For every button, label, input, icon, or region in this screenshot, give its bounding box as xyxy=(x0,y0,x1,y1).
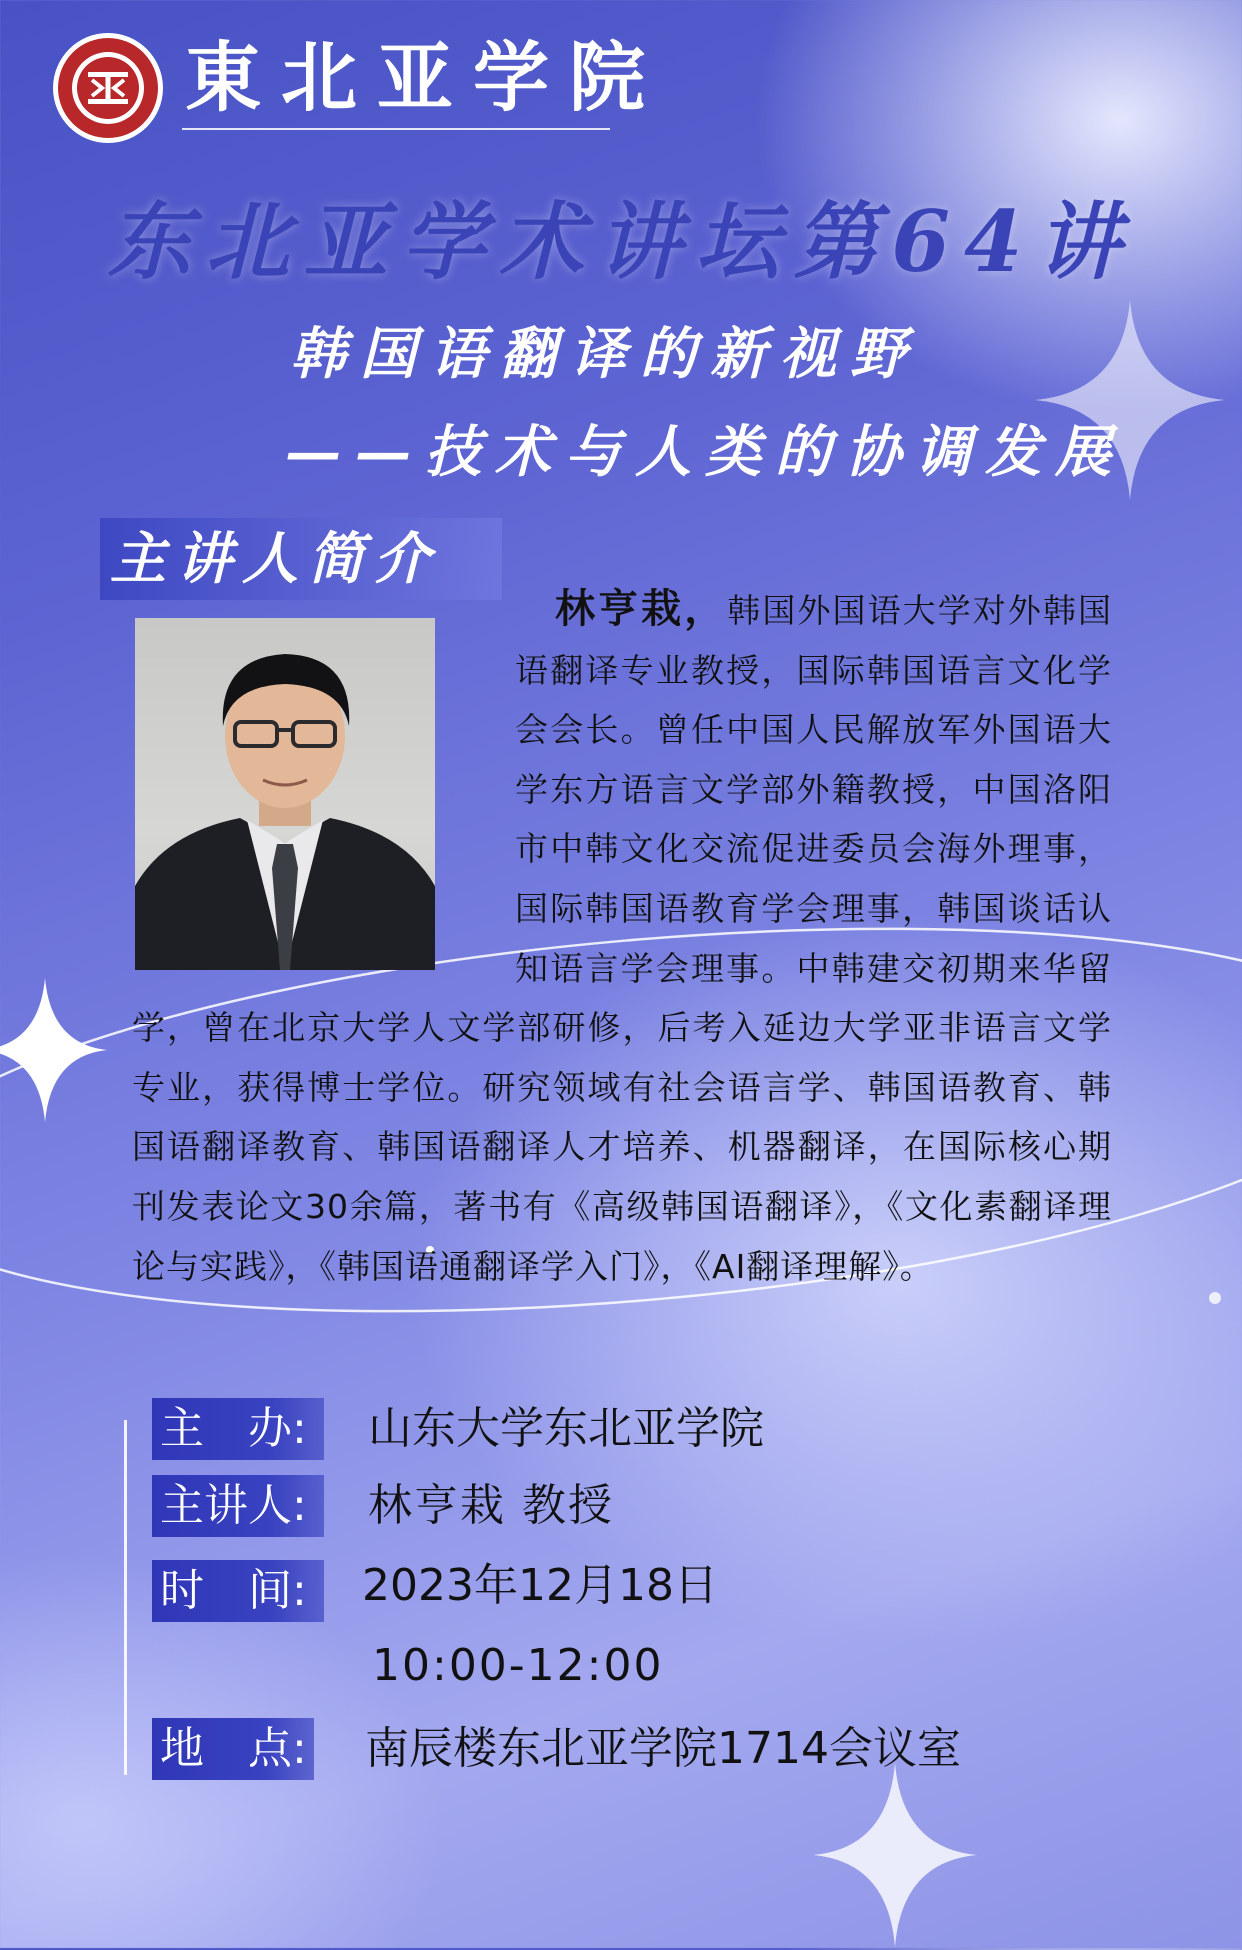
intro-section-label: 主讲人简介 xyxy=(110,526,440,592)
place-label: 地 点: xyxy=(160,1723,307,1774)
school-name: 東北亚学院 xyxy=(185,33,665,122)
host-value: 山东大学东北亚学院 xyxy=(368,1403,764,1454)
header-divider xyxy=(182,128,610,130)
school-logo-icon xyxy=(52,32,164,144)
sparkle-icon xyxy=(810,1760,980,1950)
speaker-name: 林亨栽， xyxy=(555,586,728,632)
lecture-topic-line1: 韩国语翻译的新视野 xyxy=(290,321,920,387)
date-value: 2023年12月18日 xyxy=(362,1560,718,1611)
info-rail-divider xyxy=(124,1420,127,1775)
speaker-bio-text: 韩国外国语大学对外韩国语翻译专业教授，国际韩国语言文化学会会长。曾任中国人民解放军外国语大学东方语言文学部外籍教授，中国洛阳市中韩文化交流促进委员会海外理事，国际韩国语教育学会理事，韩国谈话认知语言学会理事。中韩建交初期来华留学，曾在北京大学人文学部研修，后考入延边大学亚非语言文学专业，获得博士学位。研究领域有社会语言学、韩国语教育、韩国语翻译教育、韩国语翻译人才培养、机器翻译，在国际核心期刊发表论文30余篇，著书有《高级韩国语翻译》，《文化素翻译理论与实践》，《韩国语通翻译学入门》，《AI翻译理解》。 xyxy=(132,591,1113,1286)
speaker-photo xyxy=(135,618,435,970)
host-label: 主 办: xyxy=(160,1403,307,1454)
time-label: 时 间: xyxy=(160,1565,307,1616)
place-value: 南辰楼东北亚学院1714会议室 xyxy=(365,1723,961,1774)
time-value: 10:00-12:00 xyxy=(372,1640,664,1691)
sparkle-icon xyxy=(0,975,110,1125)
forum-series-title: 东北亚学术讲坛第64讲 xyxy=(107,192,1135,291)
lecture-topic-line2: ——技术与人类的协调发展 xyxy=(285,419,1125,485)
speaker-value: 林亨栽 教授 xyxy=(368,1480,614,1531)
speaker-label: 主讲人: xyxy=(160,1480,307,1531)
